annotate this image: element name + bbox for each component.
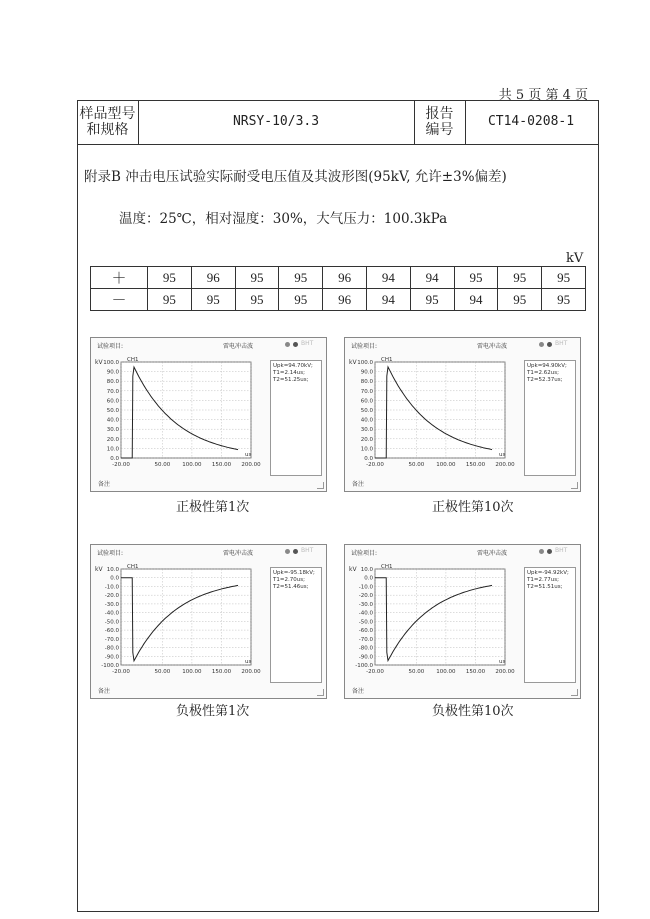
x-tick-label: -20.00: [366, 669, 384, 675]
status-indicator: [539, 342, 544, 347]
y-tick-label: 10.0: [360, 567, 373, 573]
voltage-cell: 94: [366, 267, 410, 289]
wave-parameters: [524, 360, 576, 476]
wave-parameters: [524, 567, 576, 683]
y-tick-label: 30.0: [106, 427, 119, 434]
parameter-line: T2=52.37us;: [527, 377, 563, 383]
parameter-line: T1=2.77us;: [527, 577, 559, 583]
x-tick-label: 200.00: [495, 669, 515, 675]
parameter-line: Upk=94.70kV;: [273, 363, 313, 369]
report-value: CT14-0208-1: [487, 114, 575, 129]
waveform-panel: [344, 544, 581, 699]
x-tick-label: 200.00: [241, 462, 261, 468]
y-tick-label: -90.0: [104, 654, 119, 661]
voltage-cell: 95: [454, 267, 498, 289]
table-row: [91, 289, 586, 311]
resize-grip: [571, 482, 578, 489]
waveform-plot: [91, 545, 271, 685]
y-tick-label: -80.0: [358, 645, 373, 652]
voltage-cell: 95: [410, 289, 454, 311]
x-tick-label: 150.00: [465, 462, 486, 468]
voltage-cell: 95: [498, 289, 542, 311]
voltage-cell: 95: [279, 267, 323, 289]
y-tick-label: -60.0: [358, 628, 373, 635]
resize-grip: [571, 689, 578, 696]
model-label: 样品型号 和规格: [79, 106, 136, 138]
x-tick-label: 100.00: [436, 669, 456, 675]
y-tick-label: -40.0: [358, 610, 373, 617]
status-indicator: [547, 549, 552, 554]
voltage-cell: 95: [148, 267, 192, 289]
status-indicator: [539, 549, 544, 554]
y-tick-label: -30.0: [104, 601, 119, 608]
y-tick-label: 0.0: [364, 575, 373, 582]
y-tick-label: -70.0: [104, 636, 119, 643]
voltage-cell: 95: [235, 267, 279, 289]
channel-label: CH1: [381, 564, 393, 570]
wave-parameters: [270, 360, 322, 476]
test-item-label: 试验项目:: [351, 550, 378, 557]
header-table: [77, 100, 599, 145]
y-tick-label: -80.0: [104, 645, 119, 652]
x-axis-unit: us: [245, 452, 252, 458]
wave-type-label: 雷电冲击波: [477, 343, 508, 350]
y-tick-label: 50.0: [360, 408, 373, 414]
x-tick-label: 50.00: [408, 669, 425, 675]
channel-label: CH1: [381, 357, 393, 363]
status-indicator: [293, 549, 298, 554]
voltage-cell: 94: [410, 267, 454, 289]
y-tick-label: 60.0: [106, 398, 119, 405]
parameter-line: T2=51.51us;: [527, 584, 563, 590]
y-tick-label: 60.0: [360, 398, 373, 405]
y-tick-label: -100.0: [101, 663, 119, 669]
y-tick-label: 70.0: [106, 388, 119, 395]
brand-watermark: BHT: [301, 547, 314, 554]
status-indicator: [293, 342, 298, 347]
y-tick-label: -90.0: [358, 654, 373, 661]
y-tick-label: 20.0: [106, 436, 119, 443]
page-number: 共 5 页 第 4 页: [498, 88, 588, 103]
wave-parameters: [270, 567, 322, 683]
waveform-panel: [90, 337, 327, 492]
channel-label: CH1: [127, 357, 139, 363]
parameter-line: Upk=94.90kV;: [527, 363, 567, 369]
x-tick-label: 100.00: [436, 462, 456, 468]
y-tick-label: -70.0: [358, 636, 373, 643]
y-tick-label: 40.0: [106, 417, 119, 424]
y-axis-unit: kV: [95, 359, 103, 366]
x-tick-label: 150.00: [465, 669, 486, 675]
appendix-title: 附录B 冲击电压试验实际耐受电压值及其波形图(95kV, 允许±3%偏差): [84, 169, 507, 185]
wave-type-label: 雷电冲击波: [223, 550, 254, 557]
note-label: 备注: [98, 481, 111, 488]
note-label: 备注: [352, 688, 365, 695]
waveform-caption: 正极性第1次: [176, 500, 250, 515]
x-axis-unit: us: [499, 452, 506, 458]
y-tick-label: 20.0: [360, 436, 373, 443]
voltage-table: [90, 266, 586, 311]
y-tick-label: 0.0: [110, 575, 119, 582]
waveform-caption: 负极性第1次: [176, 704, 250, 719]
voltage-cell: 95: [191, 289, 235, 311]
report-label: 报告 编号: [425, 106, 454, 138]
x-tick-label: 50.00: [408, 462, 425, 468]
waveform-panel: [344, 337, 581, 492]
parameter-line: Upk=-94.92kV;: [527, 570, 569, 576]
brand-watermark: BHT: [555, 547, 568, 554]
polarity-cell: －: [91, 289, 148, 311]
y-tick-label: -60.0: [104, 628, 119, 635]
waveform-panel: [90, 544, 327, 699]
y-tick-label: 100.0: [103, 360, 119, 366]
test-item-label: 试验项目:: [351, 343, 378, 350]
y-tick-label: -50.0: [104, 619, 119, 626]
y-tick-label: 90.0: [360, 369, 373, 376]
y-axis-unit: kV: [349, 566, 357, 573]
voltage-cell: 96: [323, 289, 367, 311]
wave-type-label: 雷电冲击波: [477, 550, 508, 557]
y-tick-label: 100.0: [357, 360, 373, 366]
parameter-line: T1=2.14us;: [273, 370, 305, 376]
y-tick-label: -100.0: [355, 663, 373, 669]
parameter-line: T1=2.62us;: [527, 370, 559, 376]
voltage-cell: 95: [279, 289, 323, 311]
voltage-cell: 94: [454, 289, 498, 311]
parameter-line: Upk=-95.18kV;: [273, 570, 315, 576]
y-tick-label: 50.0: [106, 408, 119, 414]
y-tick-label: -40.0: [104, 610, 119, 617]
note-label: 备注: [98, 688, 111, 695]
voltage-cell: 95: [542, 289, 586, 311]
x-tick-label: 200.00: [241, 669, 261, 675]
x-tick-label: 150.00: [211, 462, 232, 468]
wave-type-label: 雷电冲击波: [223, 343, 254, 350]
voltage-cell: 95: [498, 267, 542, 289]
x-axis-unit: us: [245, 659, 252, 665]
y-tick-label: 0.0: [364, 456, 373, 462]
x-tick-label: -20.00: [366, 462, 384, 468]
y-tick-label: 10.0: [360, 446, 373, 453]
test-conditions: 温度：25℃，相对湿度：30%，大气压力：100.3kPa: [119, 211, 448, 227]
voltage-cell: 94: [366, 289, 410, 311]
resize-grip: [317, 689, 324, 696]
y-tick-label: -50.0: [358, 619, 373, 626]
x-tick-label: -20.00: [112, 462, 130, 468]
voltage-cell: 95: [148, 289, 192, 311]
brand-watermark: BHT: [555, 340, 568, 347]
waveform-plot: [345, 545, 525, 685]
y-tick-label: 40.0: [360, 417, 373, 424]
x-tick-label: 100.00: [182, 669, 202, 675]
x-axis-unit: us: [499, 659, 506, 665]
y-axis-unit: kV: [95, 566, 103, 573]
test-item-label: 试验项目:: [97, 550, 124, 557]
plot-area: [375, 569, 505, 665]
voltage-cell: 96: [191, 267, 235, 289]
y-tick-label: 70.0: [360, 388, 373, 395]
y-tick-label: 10.0: [106, 567, 119, 573]
channel-label: CH1: [127, 564, 139, 570]
brand-watermark: BHT: [301, 340, 314, 347]
model-value: NRSY-10/3.3: [232, 114, 320, 129]
polarity-cell: ＋: [91, 267, 148, 289]
table-row: [91, 267, 586, 289]
y-tick-label: -20.0: [104, 593, 119, 600]
note-label: 备注: [352, 481, 365, 488]
voltage-cell: 96: [323, 267, 367, 289]
y-tick-label: -10.0: [358, 584, 373, 591]
resize-grip: [317, 482, 324, 489]
voltage-cell: 95: [542, 267, 586, 289]
voltage-cell: 95: [235, 289, 279, 311]
y-tick-label: -10.0: [104, 584, 119, 591]
waveform-plot: [345, 338, 525, 478]
y-tick-label: 10.0: [106, 446, 119, 453]
x-tick-label: 50.00: [154, 669, 171, 675]
y-tick-label: -30.0: [358, 601, 373, 608]
x-tick-label: 100.00: [182, 462, 202, 468]
x-tick-label: 200.00: [495, 462, 515, 468]
plot-area: [121, 569, 251, 665]
waveform-caption: 负极性第10次: [432, 704, 514, 719]
y-tick-label: 0.0: [110, 456, 119, 462]
y-tick-label: 30.0: [360, 427, 373, 434]
x-tick-label: 50.00: [154, 462, 171, 468]
waveform-caption: 正极性第10次: [432, 500, 514, 515]
waveform-plot: [91, 338, 271, 478]
y-tick-label: -20.0: [358, 593, 373, 600]
y-tick-label: 90.0: [106, 369, 119, 376]
x-tick-label: -20.00: [112, 669, 130, 675]
unit-label: kV: [566, 251, 584, 266]
y-tick-label: 80.0: [106, 379, 119, 386]
status-indicator: [285, 342, 290, 347]
y-tick-label: 80.0: [360, 379, 373, 386]
test-item-label: 试验项目:: [97, 343, 124, 350]
status-indicator: [285, 549, 290, 554]
parameter-line: T2=51.46us;: [273, 584, 309, 590]
y-axis-unit: kV: [349, 359, 357, 366]
parameter-line: T2=51.25us;: [273, 377, 309, 383]
x-tick-label: 150.00: [211, 669, 232, 675]
parameter-line: T1=2.70us;: [273, 577, 305, 583]
status-indicator: [547, 342, 552, 347]
